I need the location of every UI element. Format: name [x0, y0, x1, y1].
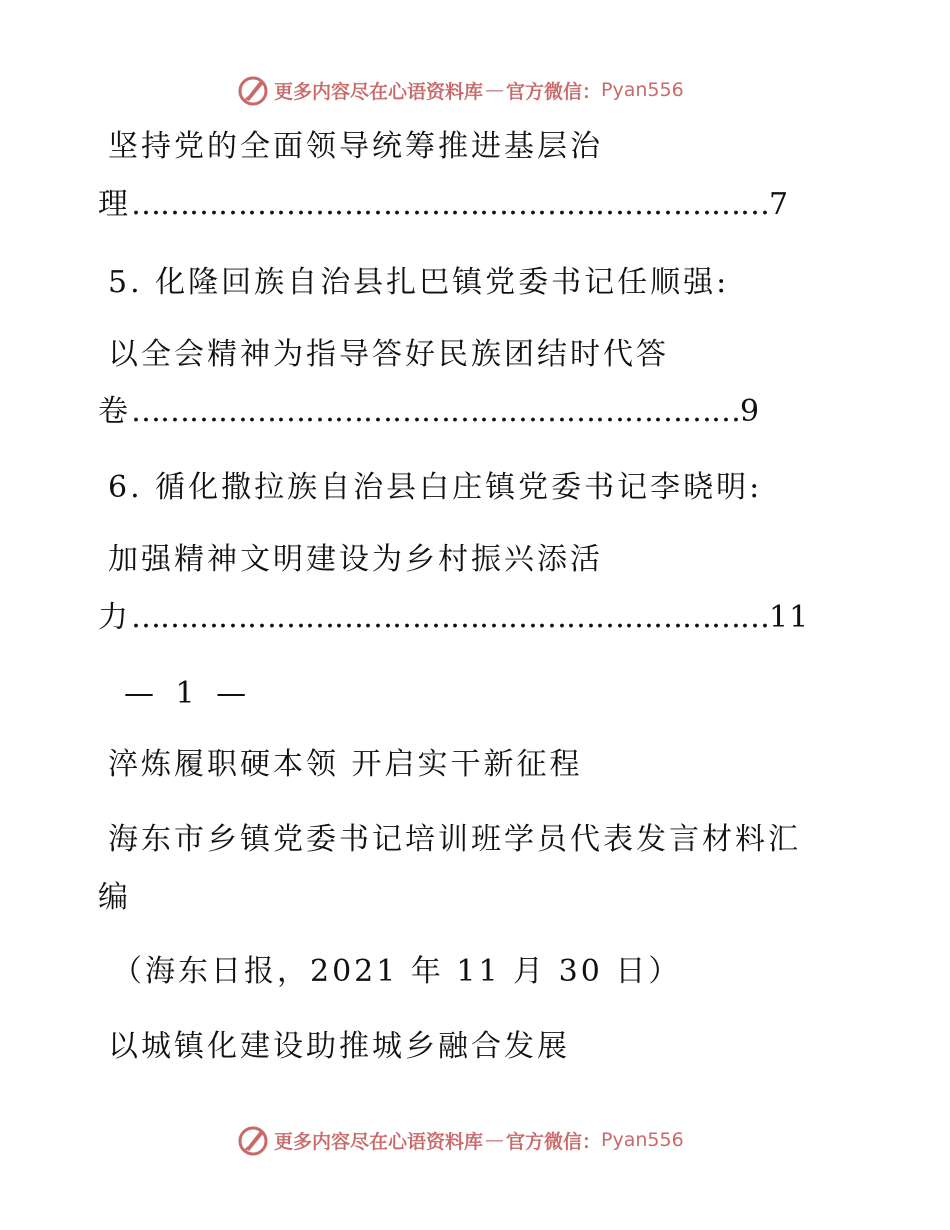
- toc-leader-dots: …………………………………………………………: [131, 187, 769, 222]
- page-number: — 1 —: [124, 676, 253, 711]
- watermark-separator: —: [485, 79, 505, 101]
- article-main-title: 淬炼履职硬本领 开启实干新征程: [108, 747, 583, 782]
- toc-leader-dots: ………………………………………………………: [131, 394, 740, 429]
- article-source: （海东日报，2021 年 11 月 30 日）: [112, 954, 682, 989]
- quill-logo-icon: [236, 1123, 270, 1157]
- watermark-wechat-id: Pyan556: [601, 1129, 684, 1151]
- toc-item5-title-line2: 卷: [98, 394, 131, 429]
- toc-item4-title-line2-row: [98, 185, 789, 225]
- watermark-wechat-label: 官方微信：: [506, 80, 602, 103]
- watermark-wechat-id: Pyan556: [601, 79, 684, 101]
- toc-item5-title-line2-row: [98, 392, 760, 432]
- watermark-wechat-label: 官方微信：: [506, 1130, 602, 1153]
- toc-item6-heading: 6. 循化撒拉族自治县白庄镇党委书记李晓明:: [108, 470, 763, 505]
- toc-item4-title-line2: 理: [98, 187, 131, 222]
- toc-leader-dots: …………………………………………………………: [131, 600, 769, 635]
- toc-item5-heading: 5. 化隆回族自治县扎巴镇党委书记任顺强:: [108, 265, 730, 300]
- watermark-banner-bottom: [236, 1122, 684, 1158]
- toc-item5-title-line1: 以全会精神为指导答好民族团结时代答: [108, 337, 669, 372]
- watermark-text: 更多内容尽在心语资料库: [274, 1130, 484, 1153]
- section-title: 以城镇化建设助推城乡融合发展: [108, 1029, 570, 1064]
- watermark-text: 更多内容尽在心语资料库: [274, 80, 484, 103]
- watermark-banner-top: [236, 72, 684, 108]
- article-subtitle-line2: 编: [98, 880, 131, 915]
- toc-item6-title-line1: 加强精神文明建设为乡村振兴添活: [108, 542, 603, 577]
- toc-item6-title-line2-row: [98, 598, 809, 638]
- toc-item4-page: 7: [769, 187, 790, 222]
- toc-item5-page: 9: [740, 394, 761, 429]
- watermark-separator: —: [485, 1129, 505, 1151]
- toc-item6-title-line2: 力: [98, 600, 131, 635]
- toc-item4-title-line1: 坚持党的全面领导统筹推进基层治: [108, 129, 603, 164]
- quill-logo-icon: [236, 73, 270, 107]
- article-subtitle-line1: 海东市乡镇党委书记培训班学员代表发言材料汇: [108, 822, 801, 857]
- toc-item6-page: 11: [769, 600, 810, 635]
